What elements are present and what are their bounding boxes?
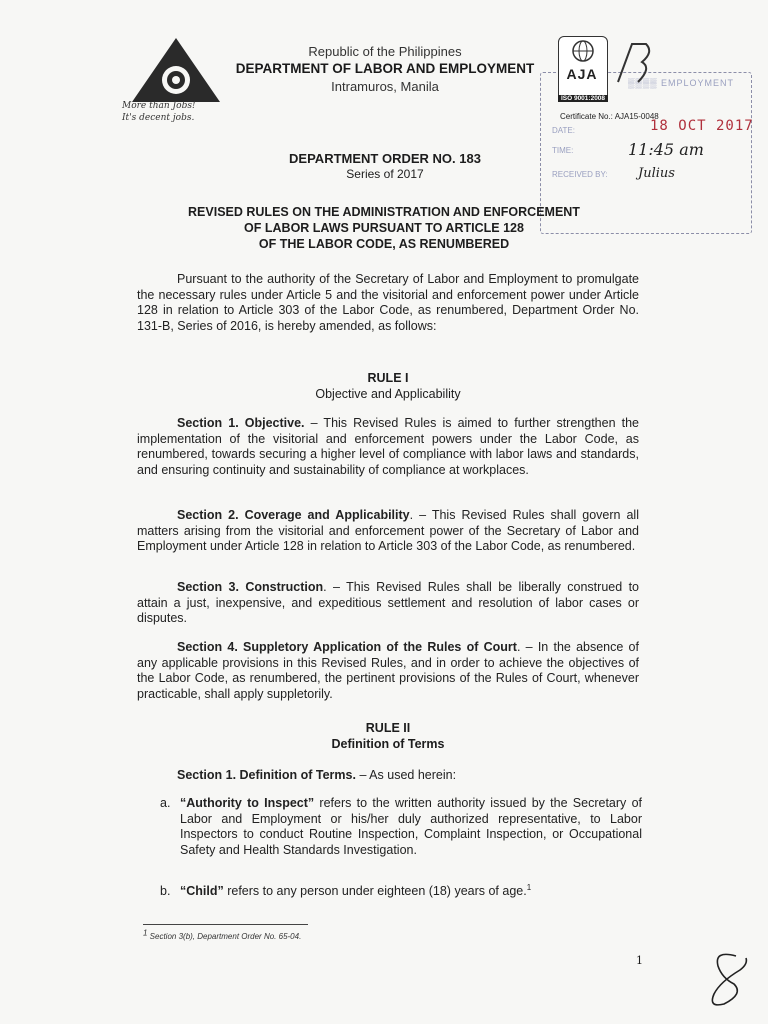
title-line-1: REVISED RULES ON THE ADMINISTRATION AND ENFORCEMENT [188,205,580,219]
title-line-2: OF LABOR LAWS PURSUANT TO ARTICLE 128 [244,221,524,235]
order-number: DEPARTMENT ORDER NO. 183 [289,151,481,166]
stamp-time: 11:45 am [628,140,704,159]
section-text: – As used herein: [355,768,457,782]
stamp-time-label: TIME: [552,146,574,155]
footnote-reference[interactable]: 1 [526,882,532,892]
order-heading [200,150,570,182]
agency-header [200,44,570,96]
footnote-divider [143,924,308,925]
stamp-received-label: RECEIVED BY: [552,170,608,179]
tagline-line-1: More than Jobs! [122,101,196,111]
list-marker: b. [160,884,171,898]
section-heading: Section 1. Objective. [177,416,305,430]
logo-tagline [122,100,232,124]
rule-2-heading [137,720,639,752]
handwritten-initial-icon [684,950,754,1010]
stamp-date-label: DATE: [552,126,575,135]
stamp-faint-header: ▒▒▒▒ EMPLOYMENT [628,78,735,88]
order-series: Series of 2017 [346,167,424,181]
rule-1-section-2 [137,508,639,555]
department-location: Intramuros, Manila [331,79,439,94]
definition-text: refers to any person under eighteen (18) years of age. [223,884,527,898]
footnote-number: 1 [143,928,148,938]
aja-label: AJA [566,66,598,82]
section-heading: Section 3. Construction [177,580,324,594]
section-text: – This Revised Rules is aimed to further strengthen the implementation of the visitorial and enforcement powers under the Labor Code, as renumbered, towards securing a higher level of compliance with labor laws and standards, and ensuring continuity and sustainability of compliance at workplaces. [137,416,639,477]
defined-term: “Child” [180,884,224,898]
rule-2-label: RULE II [365,721,411,735]
rule-2-section-1 [137,768,639,784]
received-stamp [540,36,754,206]
department-name: DEPARTMENT OF LABOR AND EMPLOYMENT [235,61,535,76]
rule-1-section-4 [137,640,639,702]
rule-1-heading [137,370,639,402]
stamp-received-by: Julius [638,166,675,181]
defined-term: “Authority to Inspect” [180,796,315,810]
certificate-number: Certificate No.: AJA15-0048 [560,112,659,121]
page-number: 1 [636,954,643,967]
list-marker: a. [160,796,171,810]
title-line-3: OF THE LABOR CODE, AS RENUMBERED [258,237,510,251]
ab-mark-icon [612,38,652,88]
definition-text: refers to the written authority issued by the Secretary of Labor and Employment or his/her duly authorized representative, to Labor Inspectors to conduct Routine Inspection, Complaint Inspection, or Occupational Safety and Health Standards Investigation. [180,796,642,857]
tagline-line-2: It's decent jobs. [122,113,195,123]
rule-1-label: RULE I [367,371,409,385]
definition-item-b [160,882,642,900]
section-heading: Section 4. Suppletory Application of the Rules of Court [177,640,517,654]
rule-1-section-1 [137,416,639,478]
section-heading: Section 1. Definition of Terms. [177,768,356,782]
preamble-paragraph: Pursuant to the authority of the Secretary of Labor and Employment to promulgate the necessary rules under Article 5 and the visitorial and enforcement power under Article 128 in relation to Article 303 of the Labor Code, as renumbered, Department Order No. 131-B, Series of 2016, is hereby amended, as follows: [137,272,639,333]
document-title [130,204,638,252]
section-text: . – This Revised Rules shall be liberally construed to attain a just, inexpensive, and expeditious settlement and resolution of labor cases or disputes. [137,580,640,625]
iso-label: ISO 9001:2008 [558,95,608,102]
rule-1-section-3 [137,580,639,627]
stamp-date: 18 OCT 2017 [650,118,754,134]
globe-icon [559,37,607,65]
section-text: . – This Revised Rules shall govern all matters arising from the visitorial and enforcement power of the Secretary of Labor and Employment under Article 128 in relation to Article 303 of the Labor Code, as renumbered. [137,508,639,553]
footnote-text: Section 3(b), Department Order No. 65-04. [147,932,302,941]
section-heading: Section 2. Coverage and Applicability [177,508,410,522]
rule-1-name: Objective and Applicability [315,387,461,401]
section-text: . – In the absence of any applicable provisions in this Revised Rules, and in order to achieve the objectives of the Labor Code, as renumbered, the pertinent provisions of the Rules of Court, whenever practicable, shall apply suppletorily. [137,640,639,701]
rule-2-name: Definition of Terms [331,737,445,751]
footnote [143,928,302,941]
definition-item-a [160,796,642,858]
republic-line: Republic of the Philippines [308,44,462,59]
